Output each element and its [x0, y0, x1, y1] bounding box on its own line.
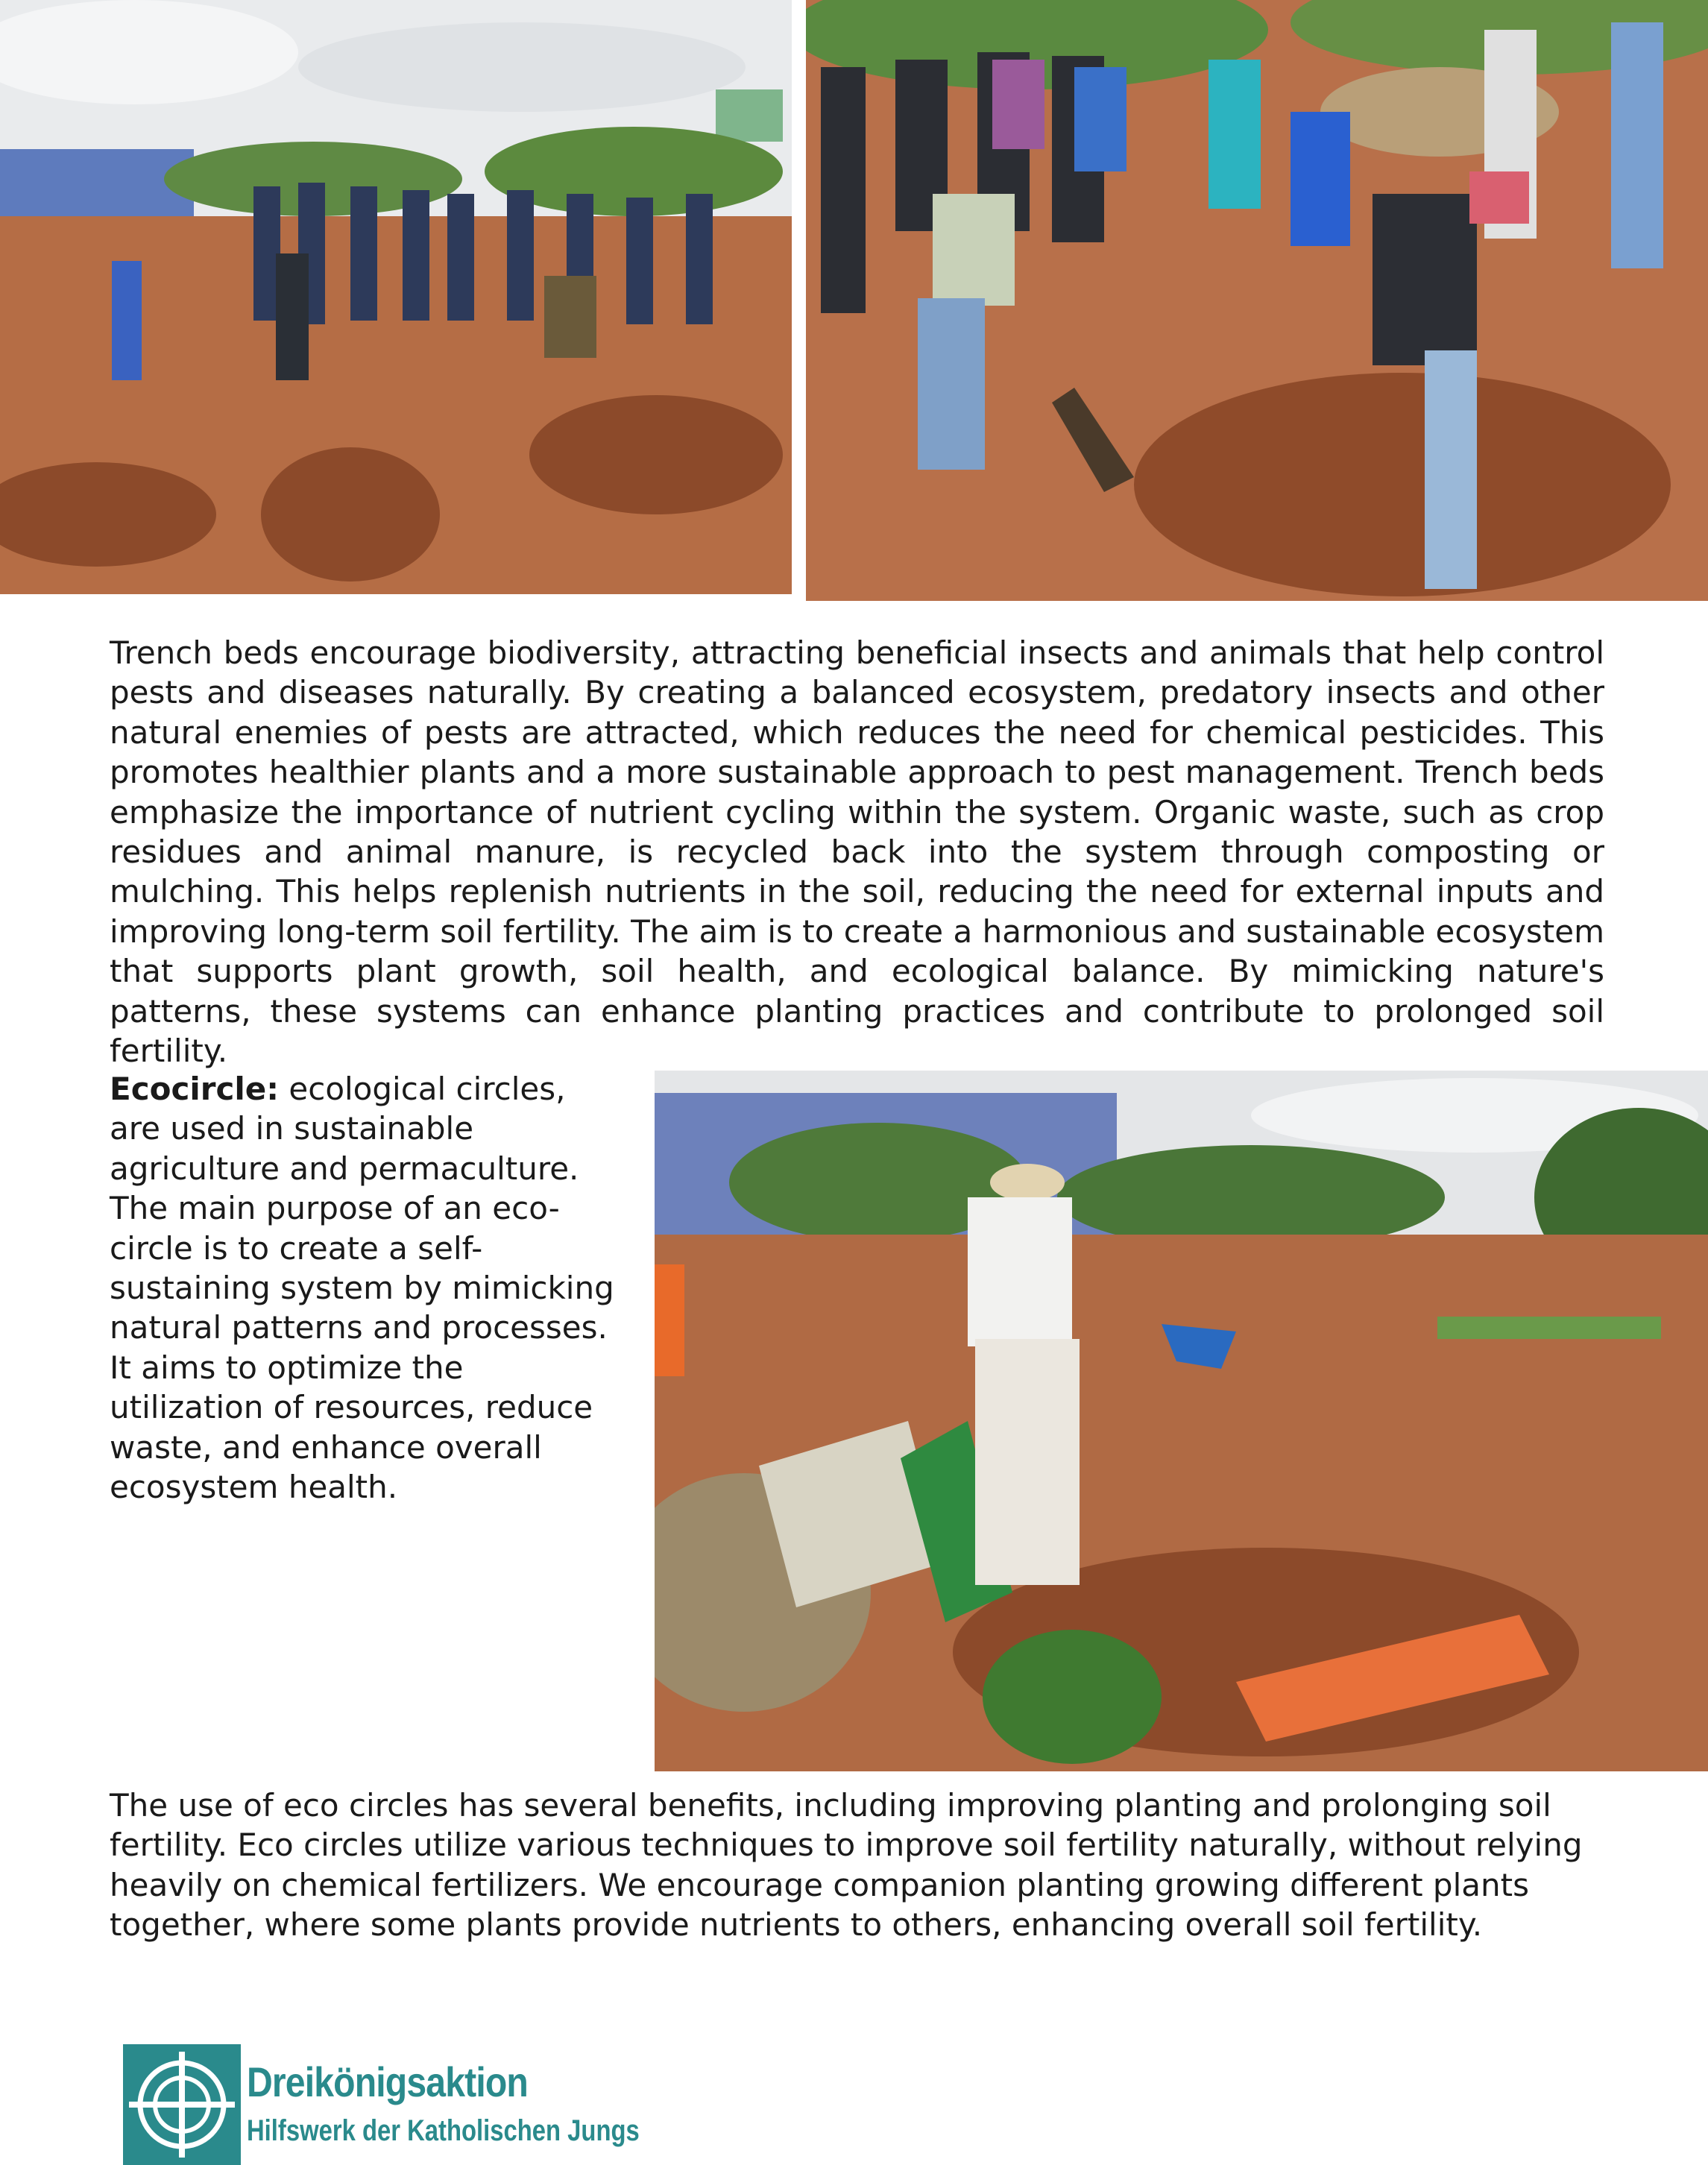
logo-name: Dreikönigsaktion [247, 2058, 528, 2105]
photo-trench-digging [806, 0, 1708, 601]
term-ecocircle: Ecocircle: [110, 1071, 280, 1107]
logo-subtitle: Hilfswerk der Katholischen Jungs [247, 2114, 640, 2147]
paragraph-ecocircle-benefits: The use of eco circles has several benefits, including improving planting and prolonging soil fertility. Eco circles utilize various techniques to improve soil fertility naturally, without relying heavily on chemical fertilizers. We encourage companion planting growing different plants together, where some plants provide nutrients to others, enhancing overall soil fertility. [110, 1787, 1583, 1944]
ecocircle-definition: ecological circles, are used in sustainable agriculture and permaculture. The main purpose of an eco-circle is to create a self-sustaining system by mimicking natural patterns and processes. It aims to optimize the utilization of resources, reduce waste, and enhance overall ecosystem health. [110, 1071, 614, 1506]
paragraph-trench-beds: Trench beds encourage biodiversity, attracting beneficial insects and animals that help control pests and diseases naturally. By creating a balanced ecosystem, predatory insects and other natural enemies of pests are attracted, which reduces the need for chemical pesticides. This promotes healthier plants and a more sustainable approach to pest management. Trench beds emphasize the importance of nutrient cycling within the system. Organic waste, such as crop residues and animal manure, is recycled back into the system through composting or mulching. This helps replenish nutrients in the soil, reducing the need for external inputs and improving long-term soil fertility. The aim is to create a harmonious and sustainable ecosystem that supports plant growth, soil health, and ecological balance. By mimicking nature's patterns, these systems can enhance planting practices and contribute to prolonged soil fertility. [110, 634, 1604, 1070]
photo-trench-beds-group [0, 0, 792, 594]
dreikoenigsaktion-logo [123, 2043, 660, 2165]
logo-emblem-icon [123, 2044, 241, 2165]
paragraph-ecocircle [110, 1069, 624, 1507]
photo-ecocircle-mulching [655, 1071, 1708, 1771]
